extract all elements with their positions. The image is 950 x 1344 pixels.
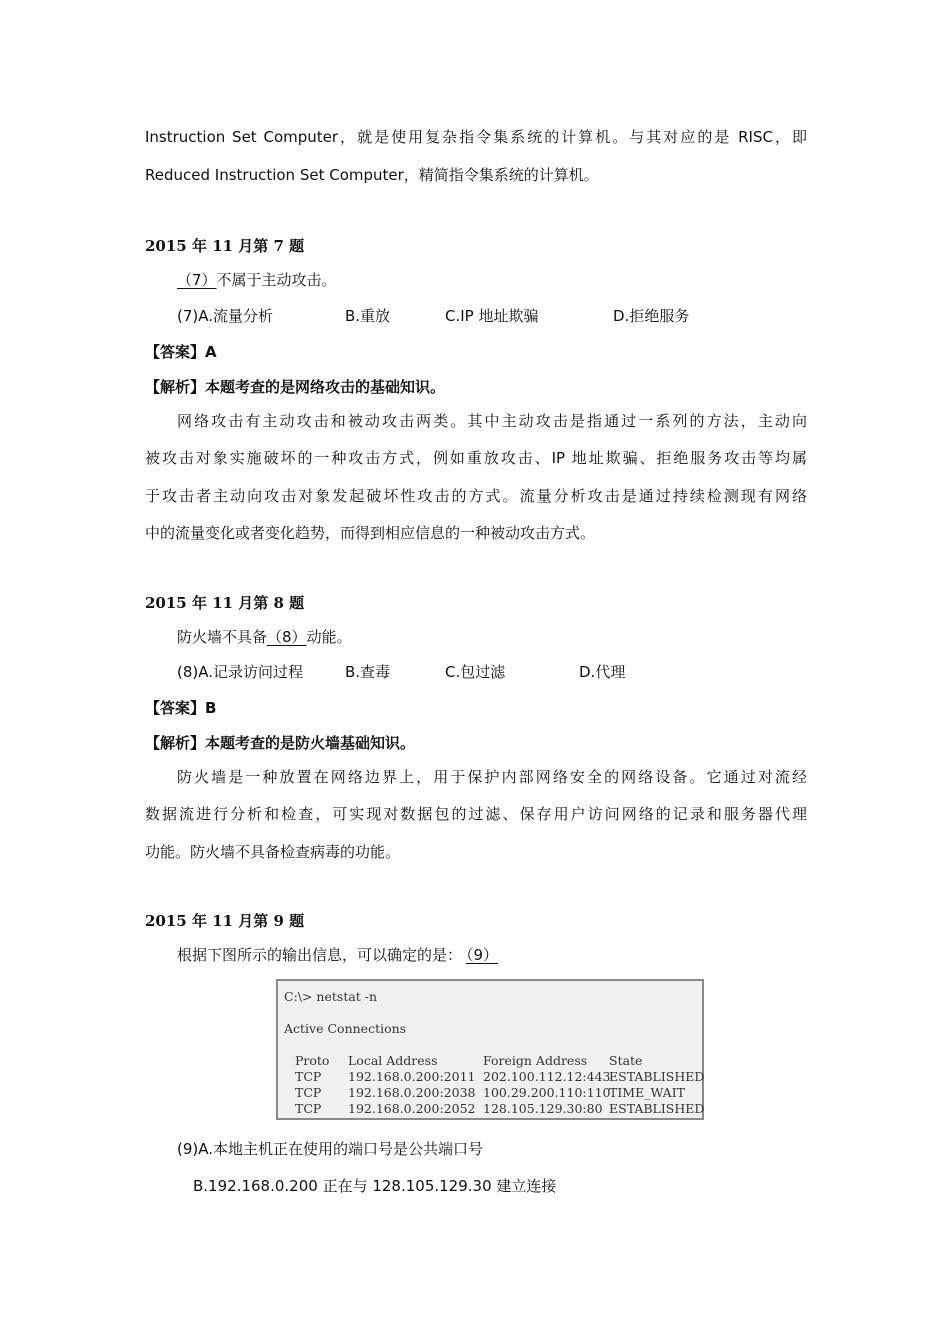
netstat-cell: ESTABLISHED [609, 1101, 705, 1116]
q9-title: 2015 年 11 月第 9 题 [145, 912, 305, 930]
q7-analysis-line-1: 网络攻击有主动攻击和被动攻击两类。其中主动攻击是指通过一系列的方法，主动向 [177, 412, 807, 430]
netstat-row [278, 1101, 705, 1117]
q8-stem-before: 防火墙不具备 [177, 628, 268, 646]
netstat-row [278, 1085, 702, 1101]
q7-stem [177, 270, 807, 290]
netstat-command: C:\> netstat -n [284, 989, 378, 1004]
netstat-row [278, 1069, 705, 1085]
intro-line-1: Instruction Set Computer，就是使用复杂指令集系统的计算机。与其对应的是 RISC，即 [145, 128, 807, 146]
netstat-cell: 202.100.112.12:443 [483, 1069, 611, 1084]
q8-title: 2015 年 11 月第 8 题 [145, 594, 305, 612]
q8-analysis-line-1: 防火墙是一种放置在网络边界上，用于保护内部网络安全的网络设备。它通过对流经 [177, 768, 807, 786]
q8-option-a: (8)A.记录访问过程 [177, 663, 304, 681]
q8-option-b: B.查毒 [345, 663, 391, 681]
q9-stem [177, 945, 807, 965]
netstat-cell: 128.105.129.30:80 [483, 1101, 603, 1116]
q9-option-b: B.192.168.0.200 正在与 128.105.129.30 建立连接 [193, 1177, 557, 1195]
q7-option-a: (7)A.流量分析 [177, 307, 274, 325]
q7-analysis-line-4: 中的流量变化或者变化趋势，而得到相应信息的一种被动攻击方式。 [145, 524, 596, 542]
netstat-cell: 100.29.200.110:110 [483, 1085, 611, 1100]
netstat-heading: Active Connections [284, 1021, 407, 1036]
q7-analysis-title: 【解析】本题考查的是网络攻击的基础知识。 [145, 378, 446, 396]
q9-stem-text: 根据下图所示的输出信息，可以确定的是： [177, 946, 463, 964]
q8-stem-after: 动能。 [306, 628, 352, 646]
q8-analysis-title: 【解析】本题考查的是防火墙基础知识。 [145, 734, 416, 752]
intro-line-2: Reduced Instruction Set Computer，精简指令集系统的计算机。 [145, 166, 599, 184]
q8-analysis-line-2: 数据流进行分析和检查，可实现对数据包的过滤、保存用户访问网络的记录和服务器代理 [145, 805, 807, 823]
q7-option-c: C.IP 地址欺骗 [445, 307, 539, 325]
q7-answer: 【答案】A [145, 343, 217, 361]
netstat-cell: TCP [295, 1069, 322, 1084]
netstat-cell: TIME_WAIT [609, 1085, 685, 1100]
netstat-cell: 192.168.0.200:2052 [348, 1101, 476, 1116]
q7-blank: （7） [177, 271, 217, 289]
netstat-cell: TCP [295, 1101, 322, 1116]
q7-stem-text: 不属于主动攻击。 [216, 271, 337, 289]
q8-stem [177, 627, 807, 647]
q8-blank: （8） [267, 628, 307, 646]
q7-option-b: B.重放 [345, 307, 391, 325]
netstat-col-state: State [609, 1053, 643, 1068]
netstat-figure [276, 979, 704, 1120]
q7-analysis-line-3: 于攻击者主动向攻击对象发起破坏性攻击的方式。流量分析攻击是通过持续检测现有网络 [145, 487, 807, 505]
netstat-header-row [278, 1053, 702, 1069]
q7-option-d: D.拒绝服务 [613, 307, 690, 325]
netstat-cell: ESTABLISHED [609, 1069, 705, 1084]
q9-option-a: (9)A.本地主机正在使用的端口号是公共端口号 [177, 1140, 484, 1158]
netstat-cell: 192.168.0.200:2038 [348, 1085, 476, 1100]
q7-title: 2015 年 11 月第 7 题 [145, 237, 305, 255]
q8-option-c: C.包过滤 [445, 663, 506, 681]
netstat-col-foreign: Foreign Address [483, 1053, 588, 1068]
q7-analysis-line-2: 被攻击对象实施破坏的一种攻击方式，例如重放攻击、IP 地址欺骗、拒绝服务攻击等均属 [145, 449, 807, 467]
q8-option-d: D.代理 [579, 663, 626, 681]
q8-answer: 【答案】B [145, 699, 217, 717]
netstat-cell: TCP [295, 1085, 322, 1100]
netstat-col-local: Local Address [348, 1053, 438, 1068]
q8-analysis-line-3: 功能。防火墙不具备检查病毒的功能。 [145, 843, 401, 861]
netstat-col-proto: Proto [295, 1053, 330, 1068]
q9-blank: （9） [466, 946, 499, 964]
netstat-cell: 192.168.0.200:2011 [348, 1069, 476, 1084]
